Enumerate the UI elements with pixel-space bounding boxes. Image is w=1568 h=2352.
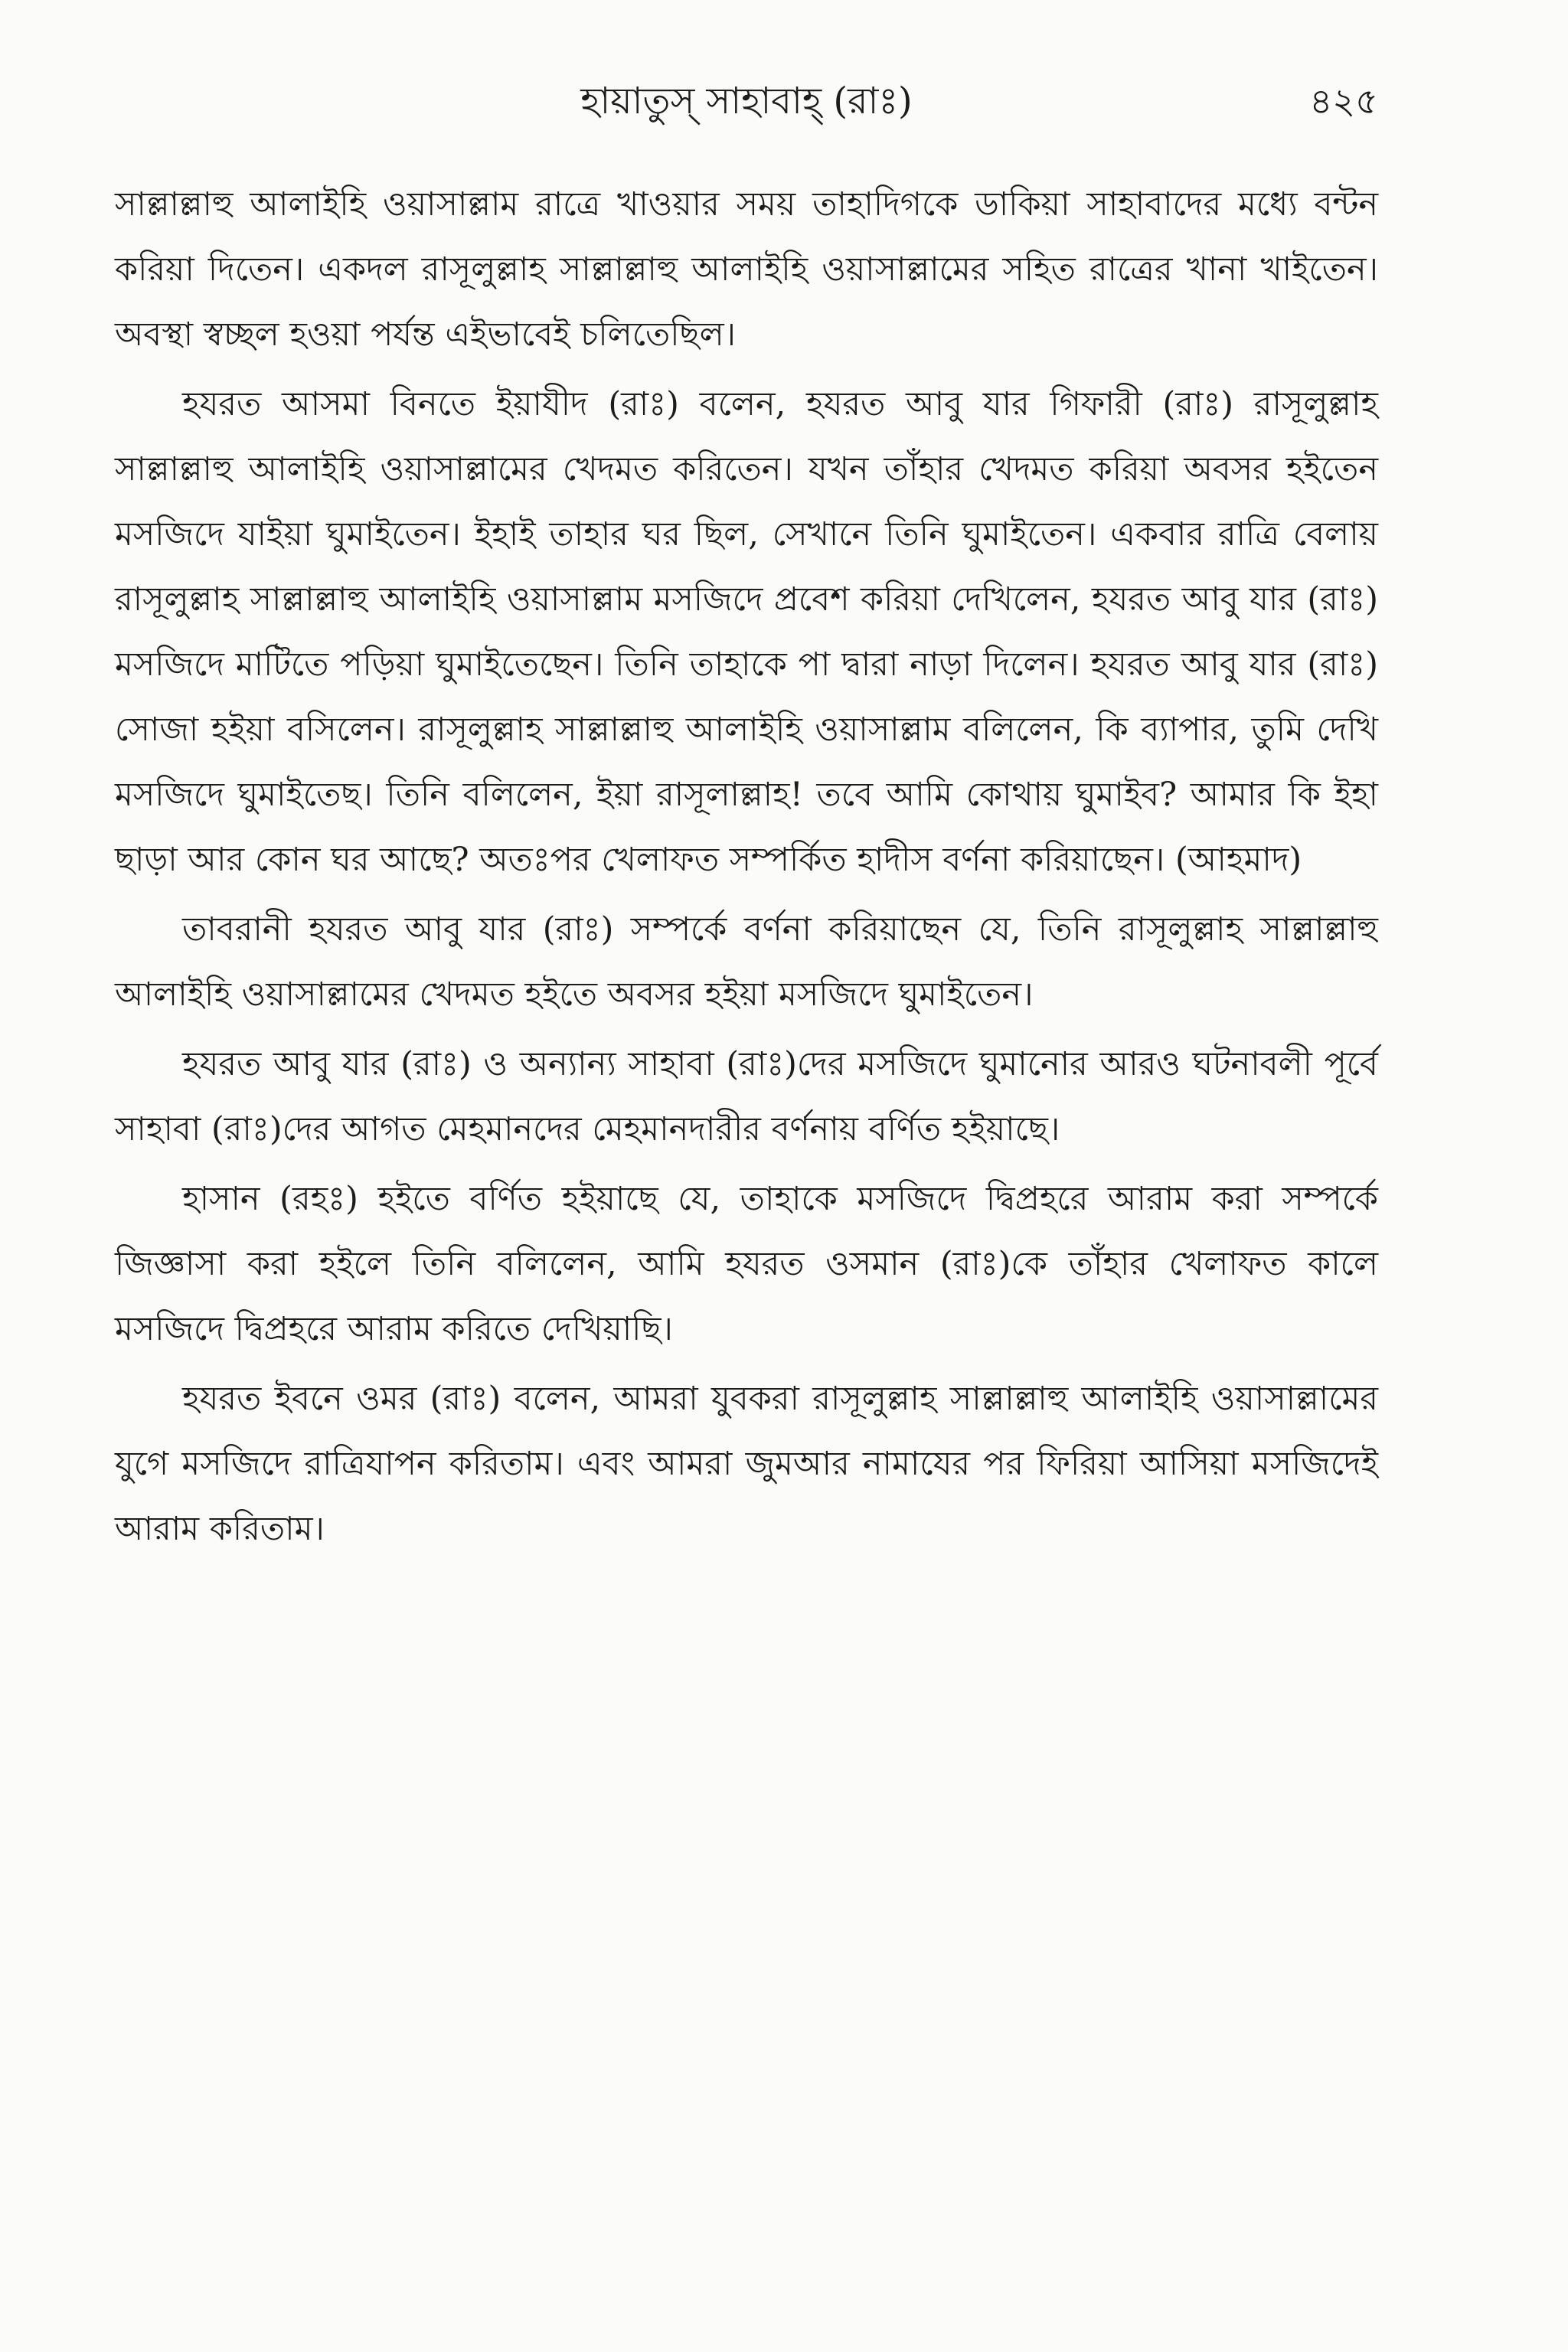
paragraph-other-companions: হযরত আবু যার (রাঃ) ও অন্যান্য সাহাবা (রাঃ)দের মসজিদে ঘুমানোর আরও ঘটনাবলী পূর্বে সাহাবা (রাঃ)দের আগত মেহমানদের মেহমানদারীর বর্ণনায় বর্ণিত হইয়াছে। bbox=[115, 1045, 1378, 1148]
page-number: ৪২৫ bbox=[1309, 80, 1378, 122]
paragraph-asma-narration: হযরত আসমা বিনতে ইয়াযীদ (রাঃ) বলেন, হযরত আবু যার গিফারী (রাঃ) রাসূলুল্লাহ সাল্লাল্লাহু আলাইহি ওয়াসাল্লামের খেদমত করিতেন। যখন তাঁহার খেদমত করিয়া অবসর হইতেন মসজিদে যাইয়া ঘুমাইতেন। ইহাই তাহার ঘর ছিল, সেখানে তিনি ঘুমাইতেন। একবার রাত্রি বেলায় রাসূলুল্লাহ সাল্লাল্লাহু আলাইহি ওয়াসাল্লাম মসজিদে প্রবেশ করিয়া দেখিলেন, হযরত আবু যার (রাঃ) মসজিদে মাটিতে পড়িয়া ঘুমাইতেছেন। তিনি তাহাকে পা দ্বারা নাড়া দিলেন। হযরত আবু যার (রাঃ) সোজা হইয়া বসিলেন। রাসূলুল্লাহ সাল্লাল্লাহু আলাইহি ওয়াসাল্লাম বলিলেন, কি ব্যাপার, তুমি দেখি মসজিদে ঘুমাইতেছ। তিনি বলিলেন, ইয়া রাসূলাল্লাহ! তবে আমি কোথায় ঘুমাইব? আমার কি ইহা ছাড়া আর কোন ঘর আছে? অতঃপর খেলাফত সম্পর্কিত হাদীস বর্ণনা করিয়াছেন। (আহমাদ) bbox=[115, 385, 1378, 879]
paragraph-tabarani-narration: তাবরানী হযরত আবু যার (রাঃ) সম্পর্কে বর্ণনা করিয়াছেন যে, তিনি রাসূলুল্লাহ সাল্লাল্লাহু আলাইহি ওয়াসাল্লামের খেদমত হইতে অবসর হইয়া মসজিদে ঘুমাইতেন। bbox=[115, 910, 1378, 1014]
paragraph-hasan-narration: হাসান (রহঃ) হইতে বর্ণিত হইয়াছে যে, তাহাকে মসজিদে দ্বিপ্রহরে আরাম করা সম্পর্কে জিজ্ঞাসা করা হইলে তিনি বলিলেন, আমি হযরত ওসমান (রাঃ)কে তাঁহার খেলাফত কালে মসজিদে দ্বিপ্রহরে আরাম করিতে দেখিয়াছি। bbox=[115, 1180, 1378, 1348]
running-header bbox=[115, 70, 1378, 132]
paragraph-continued: সাল্লাল্লাহু আলাইহি ওয়াসাল্লাম রাত্রে খাওয়ার সময় তাহাদিগকে ডাকিয়া সাহাবাদের মধ্যে বন্টন করিয়া দিতেন। একদল রাসূলুল্লাহ সাল্লাল্লাহু আলাইহি ওয়াসাল্লামের সহিত রাত্রের খানা খাইতেন। অবস্থা স্বচ্ছল হওয়া পর্যন্ত এইভাবেই চলিতেছিল। bbox=[115, 185, 1378, 354]
running-title: হায়াতুস্ সাহাবাহ্ (রাঃ) bbox=[580, 80, 913, 122]
body-text bbox=[115, 172, 1378, 1566]
paragraph-ibn-umar-narration: হযরত ইবনে ওমর (রাঃ) বলেন, আমরা যুবকরা রাসূলুল্লাহ সাল্লাল্লাহু আলাইহি ওয়াসাল্লামের যুগে মসজিদে রাত্রিযাপন করিতাম। এবং আমরা জুমআর নামাযের পর ফিরিয়া আসিয়া মসজিদেই আরাম করিতাম। bbox=[115, 1380, 1378, 1548]
